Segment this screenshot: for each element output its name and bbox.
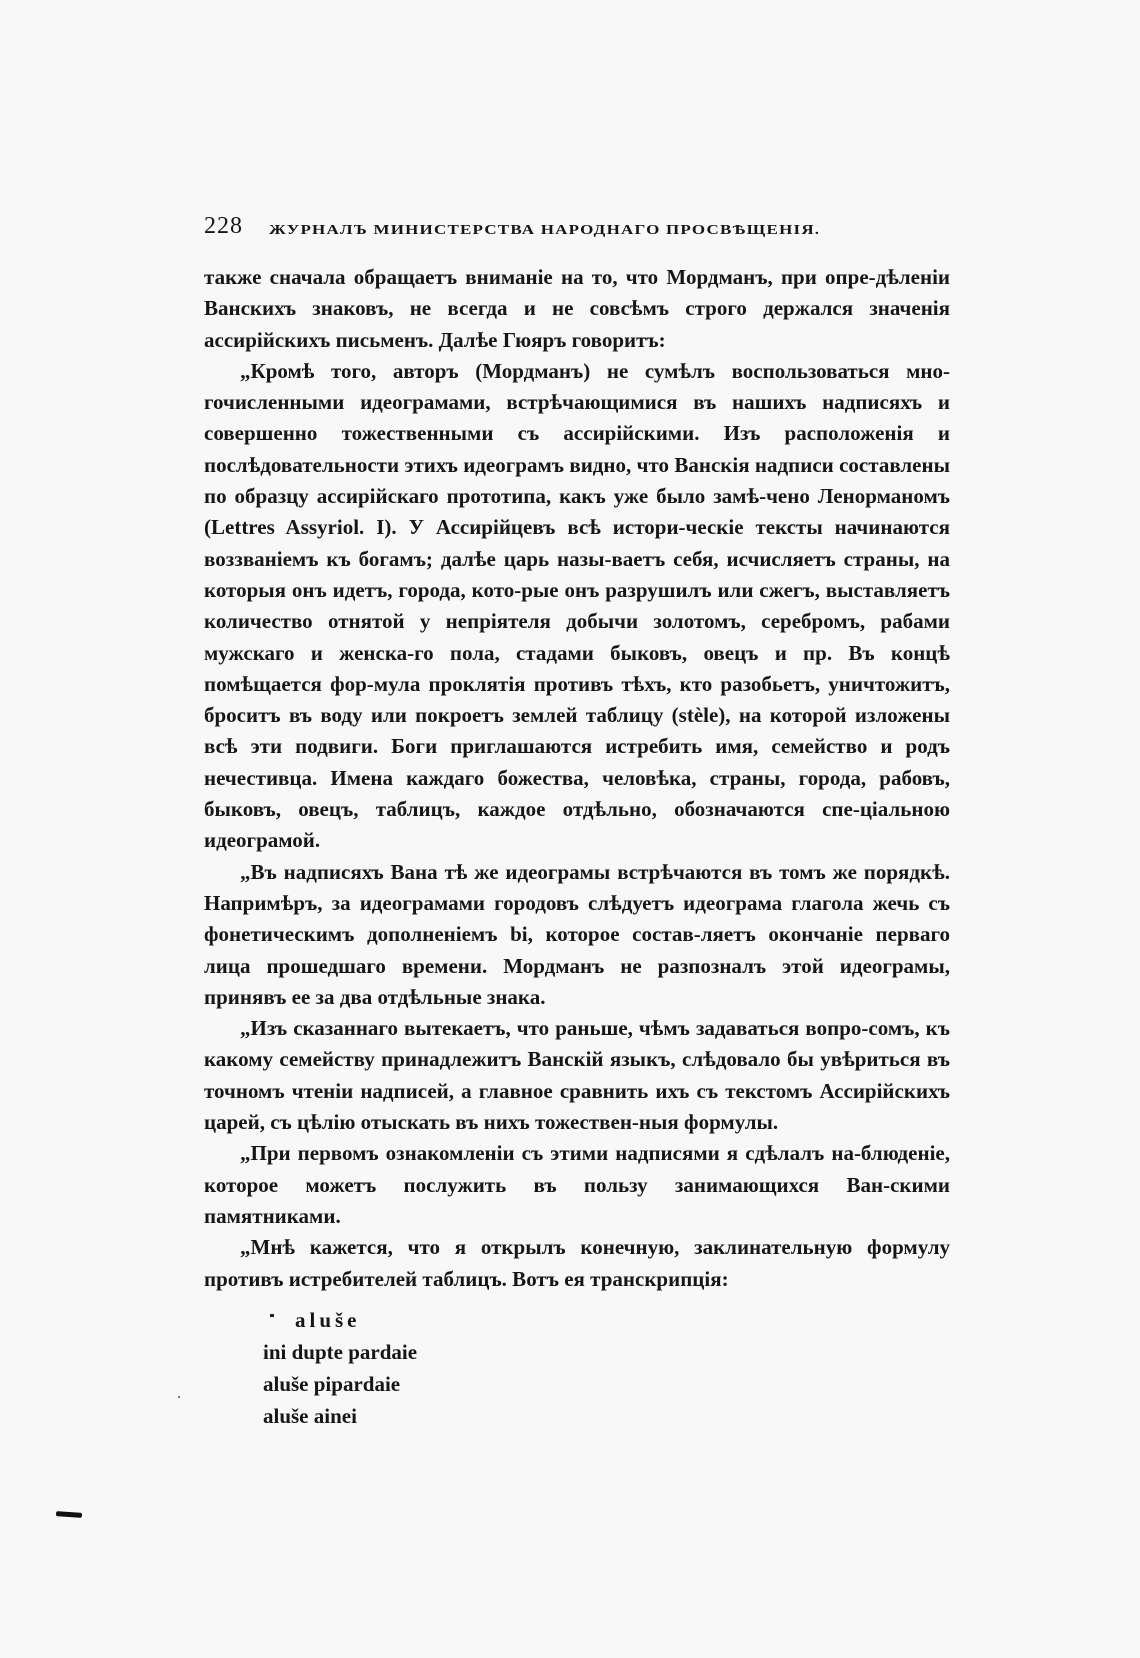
scan-edge-mark (56, 1511, 82, 1518)
paragraph-quote-conclusion: „Изъ сказаннаго вытекаетъ, что раньше, чѣмъ задаваться вопро-сомъ, къ какому семейству принадлежитъ Ванскій языкъ, слѣдовало бы увѣриться въ точномъ чтеніи надписей, а главное сравнить ихъ съ текстомъ Ассирійскихъ царей, съ цѣлію отыскать въ нихъ тожествен-ныя формулы. (204, 1016, 950, 1135)
transcription-block (263, 1304, 417, 1432)
paragraph-quote-observation: „При первомъ ознакомленіи съ этими надписями я сдѣлалъ на-блюденіе, которое можетъ послужить въ пользу занимающихся Ван-скими памятниками. (204, 1141, 950, 1228)
scan-speck (178, 1396, 180, 1398)
page-number: 228 (204, 213, 243, 239)
transcription-line: aluše pipardaie (263, 1372, 401, 1396)
paragraph-quote-formula: „Мнѣ кажется, что я открылъ конечную, заклинательную формулу противъ истребителей таблицъ. Вотъ ея транскрипція: (204, 1235, 950, 1291)
body-text (204, 262, 950, 1295)
page-header (204, 213, 954, 241)
running-title: ЖУРНАЛЪ МИНИСТЕРСТВА НАРОДНАГО ПРОСВѢЩЕНІЯ. (269, 221, 821, 238)
paragraph-intro: также сначала обращаетъ вниманіе на то, что Мордманъ, при опре-дѣленіи Ванскихъ знаковъ, не всегда и не совсѣмъ строго держался значенія ассирійскихъ письменъ. Далѣе Гюяръ говоритъ: (204, 265, 950, 352)
paragraph-quote-van: „Въ надписяхъ Вана тѣ же идеограмы встрѣчаются въ томъ же порядкѣ. Напримѣръ, за идеограмами городовъ слѣдуетъ идеограма глагола жечь съ фонетическимъ дополненіемъ bi, которое состав-ляетъ окончаніе перваго лица прошедшаго времени. Мордманъ не разпозналъ этой идеограмы, принявъ ее за два отдѣльные знака. (204, 859, 950, 1009)
transcription-line: aluše (295, 1308, 361, 1332)
paragraph-quote-ideograms: „Кромѣ того, авторъ (Мордманъ) не сумѣлъ воспользоваться мно-гочисленными идеограмами, встрѣчающимися въ нашихъ надписяхъ и совершенно тожественными съ ассирійскими. Изъ расположенія и послѣдовательности этихъ идеограмъ видно, что Ванскія надписи составлены по образцу ассирійскаго прототипа, какъ уже было замѣ-чено Ленорманомъ (Lettres Assyriol. I). У Ассирійцевъ всѣ истори-ческіе тексты начинаются воззваніемъ къ богамъ; далѣе царь назы-ваетъ себя, исчисляетъ страны, на которыя онъ идетъ, города, кото-рые онъ разрушилъ или сжегъ, выставляетъ количество отнятой у непріятеля добычи золотомъ, серебромъ, рабами мужскаго и женска-го пола, стадами быковъ, овецъ и пр. Въ концѣ помѣщается фор-мула проклятія противъ тѣхъ, кто разобьетъ, уничтожитъ, броситъ въ воду или покроетъ землей таблицу (stèle), на которой изложены всѣ эти подвиги. Боги приглашаются истребить имя, семейство и родъ нечестивца. Имена каждаго божества, человѣка, страны, города, рабовъ, быковъ, овецъ, таблицъ, каждое отдѣльно, обозначаются спе-ціальною идеограмой. (204, 358, 950, 853)
transcription-line: ini dupte pardaie (263, 1340, 418, 1364)
transcription-line: aluše ainei (263, 1404, 357, 1428)
